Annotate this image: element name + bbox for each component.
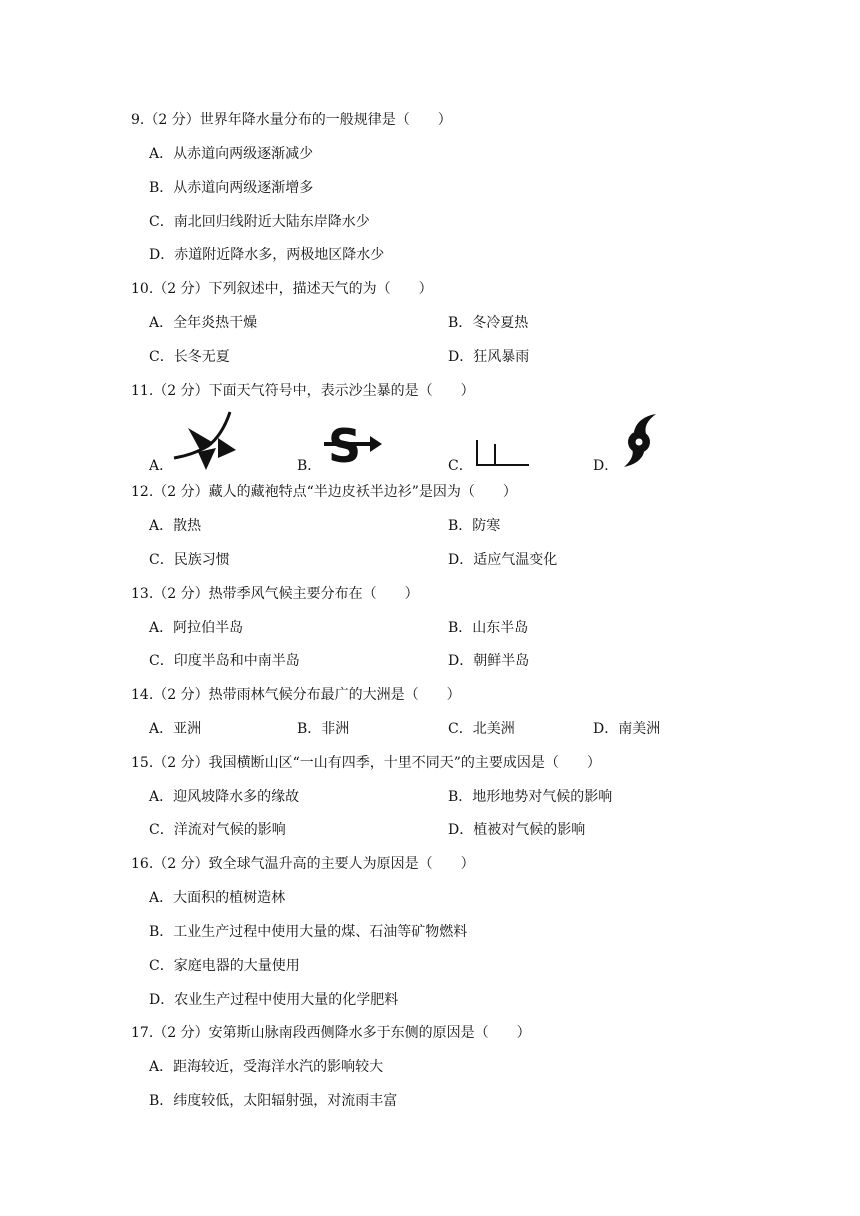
- question-17-option-a: A．距海较近，受海洋水汽的影响较大: [149, 1059, 384, 1075]
- question-13-stem: 13.（2 分）热带季风气候主要分布在（ ）: [131, 586, 419, 602]
- question-12-option-a: A．散热: [149, 518, 202, 534]
- question-14-option-c: C．北美洲: [448, 721, 515, 737]
- question-12-option-c: C．民族习惯: [149, 552, 230, 568]
- question-9-option-d: D．赤道附近降水多，两极地区降水少: [149, 247, 385, 263]
- question-11-option-d: D．: [593, 458, 619, 474]
- question-9-option-b: B．从赤道向两级逐渐增多: [149, 180, 314, 196]
- question-10-option-a: A．全年炎热干燥: [149, 315, 258, 331]
- question-10-option-c: C．长冬无夏: [149, 349, 230, 365]
- question-16-option-a: A．大面积的植树造林: [149, 890, 286, 906]
- question-10-option-d: D．狂风暴雨: [448, 349, 530, 365]
- sandstorm-symbol-icon: [322, 420, 384, 468]
- question-9-stem: 9.（2 分）世界年降水量分布的一般规律是（ ）: [131, 112, 452, 128]
- question-15-option-d: D．植被对气候的影响: [448, 822, 586, 838]
- question-11-option-b: B．: [297, 458, 322, 474]
- question-11-option-c: C．: [448, 458, 473, 474]
- fog-symbol-icon: [473, 438, 533, 468]
- question-15-stem: 15.（2 分）我国横断山区“一山有四季，十里不同天”的主要成因是（ ）: [131, 755, 601, 771]
- question-13-option-c: C．印度半岛和中南半岛: [149, 653, 300, 669]
- question-11-stem: 11.（2 分）下面天气符号中，表示沙尘暴的是（ ）: [131, 383, 475, 399]
- question-13-option-a: A．阿拉伯半岛: [149, 620, 244, 636]
- question-16-option-d: D．农业生产过程中使用大量的化学肥料: [149, 992, 399, 1008]
- typhoon-symbol-icon: [620, 412, 660, 468]
- question-17-stem: 17.（2 分）安第斯山脉南段西侧降水多于东侧的原因是（ ）: [131, 1025, 531, 1041]
- svg-text:S: S: [328, 420, 362, 468]
- question-15-option-a: A．迎风坡降水多的缘故: [149, 789, 300, 805]
- question-16-stem: 16.（2 分）致全球气温升高的主要人为原因是（ ）: [131, 856, 475, 872]
- question-14-option-a: A．亚洲: [149, 721, 202, 737]
- question-14-option-b: B．非洲: [297, 721, 350, 737]
- question-12-option-d: D．适应气温变化: [448, 552, 558, 568]
- question-9-option-a: A．从赤道向两级逐渐减少: [149, 146, 314, 162]
- question-12-option-b: B．防寒: [448, 518, 501, 534]
- question-14-option-d: D．南美洲: [593, 721, 661, 737]
- question-10-stem: 10.（2 分）下列叙述中，描述天气的为（ ）: [131, 281, 433, 297]
- question-11-option-a: A．: [149, 458, 174, 474]
- question-12-stem: 12.（2 分）藏人的藏袍特点“半边皮袄半边衫”是因为（ ）: [131, 484, 517, 500]
- question-16-option-c: C．家庭电器的大量使用: [149, 958, 300, 974]
- question-17-option-b: B．纬度较低，太阳辐射强，对流雨丰富: [149, 1093, 398, 1109]
- question-15-option-c: C．洋流对气候的影响: [149, 822, 286, 838]
- question-13-option-d: D．朝鲜半岛: [448, 653, 530, 669]
- cold-front-symbol-icon: [172, 408, 238, 470]
- question-9-option-c: C．南北回归线附近大陆东岸降水少: [149, 214, 370, 230]
- question-15-option-b: B．地形地势对气候的影响: [448, 789, 613, 805]
- question-13-option-b: B．山东半岛: [448, 620, 529, 636]
- question-14-stem: 14.（2 分）热带雨林气候分布最广的大洲是（ ）: [131, 687, 461, 703]
- question-10-option-b: B．冬冷夏热: [448, 315, 529, 331]
- question-16-option-b: B．工业生产过程中使用大量的煤、石油等矿物燃料: [149, 924, 468, 940]
